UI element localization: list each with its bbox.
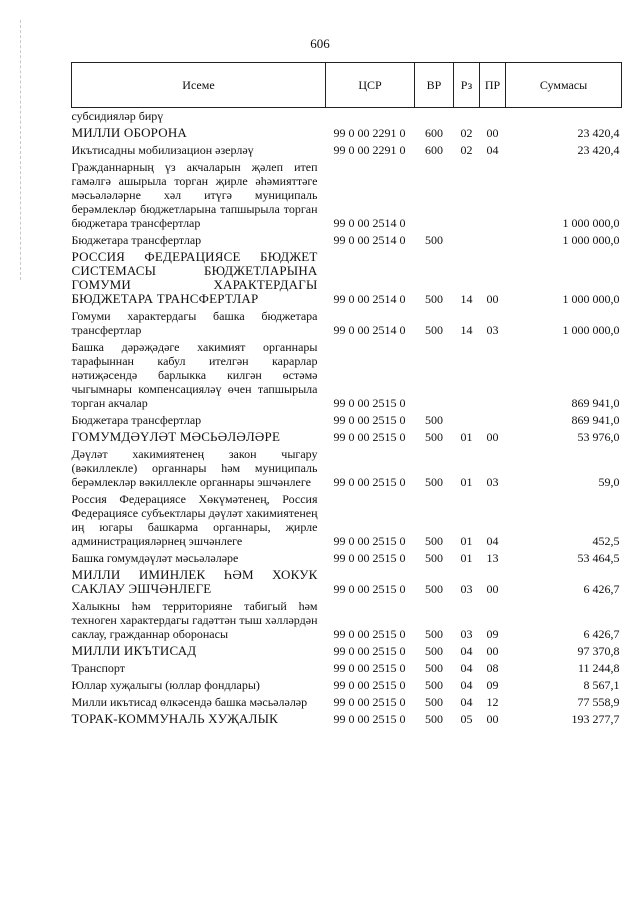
cell-csr: 99 0 00 2515 0 xyxy=(333,396,406,410)
cell-name: Милли икътисад өлкәсендә башка мәсьәләләр xyxy=(71,695,308,709)
cell-rz: 02 xyxy=(460,143,473,157)
cell-rz: 05 xyxy=(460,712,473,726)
table-row xyxy=(72,643,622,660)
cell-pr xyxy=(480,339,506,412)
table-row xyxy=(72,125,622,142)
cell-name: Дәүләт хакимиятенең закон чыгару (вәкиллекле) органнары һәм муниципаль берәмлекләр вәкиллекле органнары эшчәнлеге xyxy=(71,447,318,489)
cell-rz: 03 xyxy=(460,627,473,641)
cell-rz xyxy=(454,159,480,232)
cell-pr xyxy=(480,108,506,126)
cell-pr: 00 xyxy=(486,126,499,140)
cell-name: Бюджетара трансфертлар xyxy=(71,233,202,247)
table-row xyxy=(72,598,622,643)
cell-csr: 99 0 00 2515 0 xyxy=(333,678,406,692)
cell-sum: 97 370,8 xyxy=(577,644,620,658)
table-row xyxy=(72,694,622,711)
cell-pr xyxy=(480,159,506,232)
cell-csr: 99 0 00 2515 0 xyxy=(333,551,406,565)
cell-vr: 500 xyxy=(425,323,443,337)
cell-rz: 14 xyxy=(460,323,473,337)
cell-pr: 00 xyxy=(486,644,499,658)
cell-name: Россия Федерациясе Хөкүмәтенең, Россия Федерациясе субъектлары дәүләт хакимиятенең иң югары башкарма органнары, җирле администрацияләрнең эшчәнлеге xyxy=(71,492,318,548)
cell-sum: 23 420,4 xyxy=(577,143,620,157)
cell-name: Икътисадны мобилизацион әзерләү xyxy=(71,143,254,157)
cell-sum: 1 000 000,0 xyxy=(562,233,620,247)
table-body xyxy=(72,108,622,729)
cell-pr: 03 xyxy=(486,475,499,489)
page-number: 606 xyxy=(310,36,330,51)
cell-rz: 04 xyxy=(460,644,473,658)
cell-sum: 53 464,5 xyxy=(577,551,620,565)
cell-vr: 500 xyxy=(425,644,443,658)
cell-sum: 1 000 000,0 xyxy=(562,216,620,230)
cell-name: МИЛЛИ ИМИНЛЕК ҺӘМ ХОКУК САКЛАУ ЭШЧӘНЛЕГЕ xyxy=(71,567,318,596)
table-row xyxy=(72,142,622,159)
cell-rz: 01 xyxy=(460,475,473,489)
cell-rz: 02 xyxy=(460,126,473,140)
cell-vr: 500 xyxy=(425,413,443,427)
cell-pr: 03 xyxy=(486,323,499,337)
cell-name: Юллар хуҗалыгы (юллар фондлары) xyxy=(71,678,260,692)
cell-name: субсидияләр бирү xyxy=(71,109,164,123)
cell-name: Башка гомумдәүләт мәсьәләләре xyxy=(71,551,239,565)
cell-rz: 04 xyxy=(460,678,473,692)
cell-rz xyxy=(454,108,480,126)
cell-vr: 500 xyxy=(425,534,443,548)
cell-sum: 6 426,7 xyxy=(583,582,620,596)
cell-rz: 04 xyxy=(460,661,473,675)
cell-pr: 04 xyxy=(486,143,499,157)
cell-csr: 99 0 00 2515 0 xyxy=(333,644,406,658)
cell-name: МИЛЛИ ОБОРОНА xyxy=(71,125,188,140)
cell-pr: 09 xyxy=(486,678,499,692)
cell-csr: 99 0 00 2514 0 xyxy=(333,216,406,230)
cell-rz: 03 xyxy=(460,582,473,596)
table-row xyxy=(72,446,622,491)
cell-name: Башка дәрәҗәдәге хакимият органнары тарафыннан кабул ителгән карарлар нәтиҗәсендә барлыкка килгән өстәмә чыгымнары компенсацияләү өчен тапшырыла торган акчалар xyxy=(71,340,318,410)
table-row xyxy=(72,660,622,677)
cell-csr: 99 0 00 2515 0 xyxy=(333,430,406,444)
cell-sum: 1 000 000,0 xyxy=(562,323,620,337)
table-row xyxy=(72,550,622,567)
cell-sum: 23 420,4 xyxy=(577,126,620,140)
column-header-name: Исеме xyxy=(72,63,326,108)
cell-pr: 00 xyxy=(486,582,499,596)
cell-rz: 01 xyxy=(460,551,473,565)
table-row xyxy=(72,711,622,728)
cell-csr: 99 0 00 2515 0 xyxy=(333,695,406,709)
column-header-csr: ЦСР xyxy=(326,63,415,108)
cell-vr: 500 xyxy=(425,627,443,641)
table-row xyxy=(72,308,622,339)
cell-sum: 59,0 xyxy=(598,475,620,489)
cell-csr: 99 0 00 2291 0 xyxy=(333,143,406,157)
cell-rz: 04 xyxy=(460,695,473,709)
cell-sum: 77 558,9 xyxy=(577,695,620,709)
table-row xyxy=(72,232,622,249)
cell-vr xyxy=(415,159,454,232)
table-row xyxy=(72,677,622,694)
cell-name: МИЛЛИ ИКЪТИСАД xyxy=(71,643,197,658)
cell-vr xyxy=(415,108,454,126)
binder-margin-line xyxy=(20,20,21,280)
cell-csr: 99 0 00 2514 0 xyxy=(333,292,406,306)
cell-rz xyxy=(454,232,480,249)
table-row xyxy=(72,412,622,429)
cell-csr: 99 0 00 2291 0 xyxy=(333,126,406,140)
cell-pr xyxy=(480,232,506,249)
table-row xyxy=(72,567,622,598)
column-header-sum: Суммасы xyxy=(506,63,622,108)
table-row xyxy=(72,491,622,550)
cell-sum: 869 941,0 xyxy=(571,413,620,427)
cell-name: РОССИЯ ФЕДЕРАЦИЯСЕ БЮДЖЕТ СИСТЕМАСЫ БЮДЖЕТЛАРЫНА ГОМУМИ ХАРАКТЕРДАГЫ БЮДЖЕТАРА ТРАНСФЕРТЛАР xyxy=(71,249,318,306)
cell-csr: 99 0 00 2515 0 xyxy=(333,534,406,548)
cell-vr: 500 xyxy=(425,582,443,596)
cell-vr: 500 xyxy=(425,678,443,692)
cell-sum: 193 277,7 xyxy=(571,712,620,726)
cell-vr: 500 xyxy=(425,551,443,565)
cell-csr xyxy=(326,108,415,126)
column-header-rz: Рз xyxy=(454,63,480,108)
cell-sum: 1 000 000,0 xyxy=(562,292,620,306)
cell-name: Халыкны һәм территорияне табигый һәм техноген характердагы гадәттән тыш хәлләрдән саклау, гражданнар оборонасы xyxy=(71,599,318,641)
table-row xyxy=(72,249,622,308)
cell-sum: 6 426,7 xyxy=(583,627,620,641)
cell-vr: 500 xyxy=(425,430,443,444)
cell-pr: 13 xyxy=(486,551,499,565)
cell-sum: 8 567,1 xyxy=(583,678,620,692)
cell-name: Бюджетара трансфертлар xyxy=(71,413,202,427)
cell-vr: 600 xyxy=(425,143,443,157)
cell-csr: 99 0 00 2514 0 xyxy=(333,233,406,247)
cell-vr: 500 xyxy=(425,475,443,489)
cell-csr: 99 0 00 2515 0 xyxy=(333,712,406,726)
column-header-pr: ПР xyxy=(480,63,506,108)
cell-pr: 09 xyxy=(486,627,499,641)
cell-csr: 99 0 00 2515 0 xyxy=(333,582,406,596)
cell-sum: 11 244,8 xyxy=(577,661,620,675)
column-header-vr: ВР xyxy=(415,63,454,108)
cell-sum: 869 941,0 xyxy=(571,396,620,410)
cell-sum: 53 976,0 xyxy=(577,430,620,444)
cell-pr: 04 xyxy=(486,534,499,548)
cell-pr: 08 xyxy=(486,661,499,675)
cell-vr: 500 xyxy=(425,292,443,306)
budget-table xyxy=(71,62,622,728)
table-row xyxy=(72,429,622,446)
cell-pr: 00 xyxy=(486,430,499,444)
cell-csr: 99 0 00 2515 0 xyxy=(333,413,406,427)
cell-name: ТОРАК-КОММУНАЛЬ ХУҖАЛЫК xyxy=(71,711,279,726)
cell-vr: 500 xyxy=(425,712,443,726)
cell-vr xyxy=(415,339,454,412)
cell-pr xyxy=(480,412,506,429)
cell-csr: 99 0 00 2515 0 xyxy=(333,661,406,675)
cell-sum xyxy=(506,108,622,126)
cell-rz: 01 xyxy=(460,534,473,548)
cell-vr: 500 xyxy=(425,695,443,709)
cell-vr: 500 xyxy=(425,661,443,675)
table-header-row xyxy=(72,63,622,108)
cell-csr: 99 0 00 2515 0 xyxy=(333,627,406,641)
cell-name: Гомуми характердагы башка бюджетара трансфертлар xyxy=(71,309,318,337)
cell-csr: 99 0 00 2514 0 xyxy=(333,323,406,337)
cell-rz: 01 xyxy=(460,430,473,444)
cell-name: ГОМУМДӘҮЛӘТ МӘСЬӘЛӘЛӘРЕ xyxy=(71,429,281,444)
table-row xyxy=(72,108,622,126)
cell-sum: 452,5 xyxy=(592,534,620,548)
cell-csr: 99 0 00 2515 0 xyxy=(333,475,406,489)
cell-rz: 14 xyxy=(460,292,473,306)
cell-rz xyxy=(454,339,480,412)
table-row xyxy=(72,339,622,412)
cell-vr: 500 xyxy=(425,233,443,247)
cell-rz xyxy=(454,412,480,429)
cell-pr: 00 xyxy=(486,292,499,306)
cell-name: Транспорт xyxy=(71,661,125,675)
table-row xyxy=(72,159,622,232)
cell-name: Гражданнарның үз акчаларын җәлеп итеп гамәлгә ашырыла торган җирле әһәмияттәге мәсьәләләрне хәл итүгә муниципаль берәмлекләр бюджетларына тапшырыла торган бюджетара трансфертлар xyxy=(71,160,318,230)
cell-pr: 00 xyxy=(486,712,499,726)
cell-pr: 12 xyxy=(486,695,499,709)
cell-vr: 600 xyxy=(425,126,443,140)
